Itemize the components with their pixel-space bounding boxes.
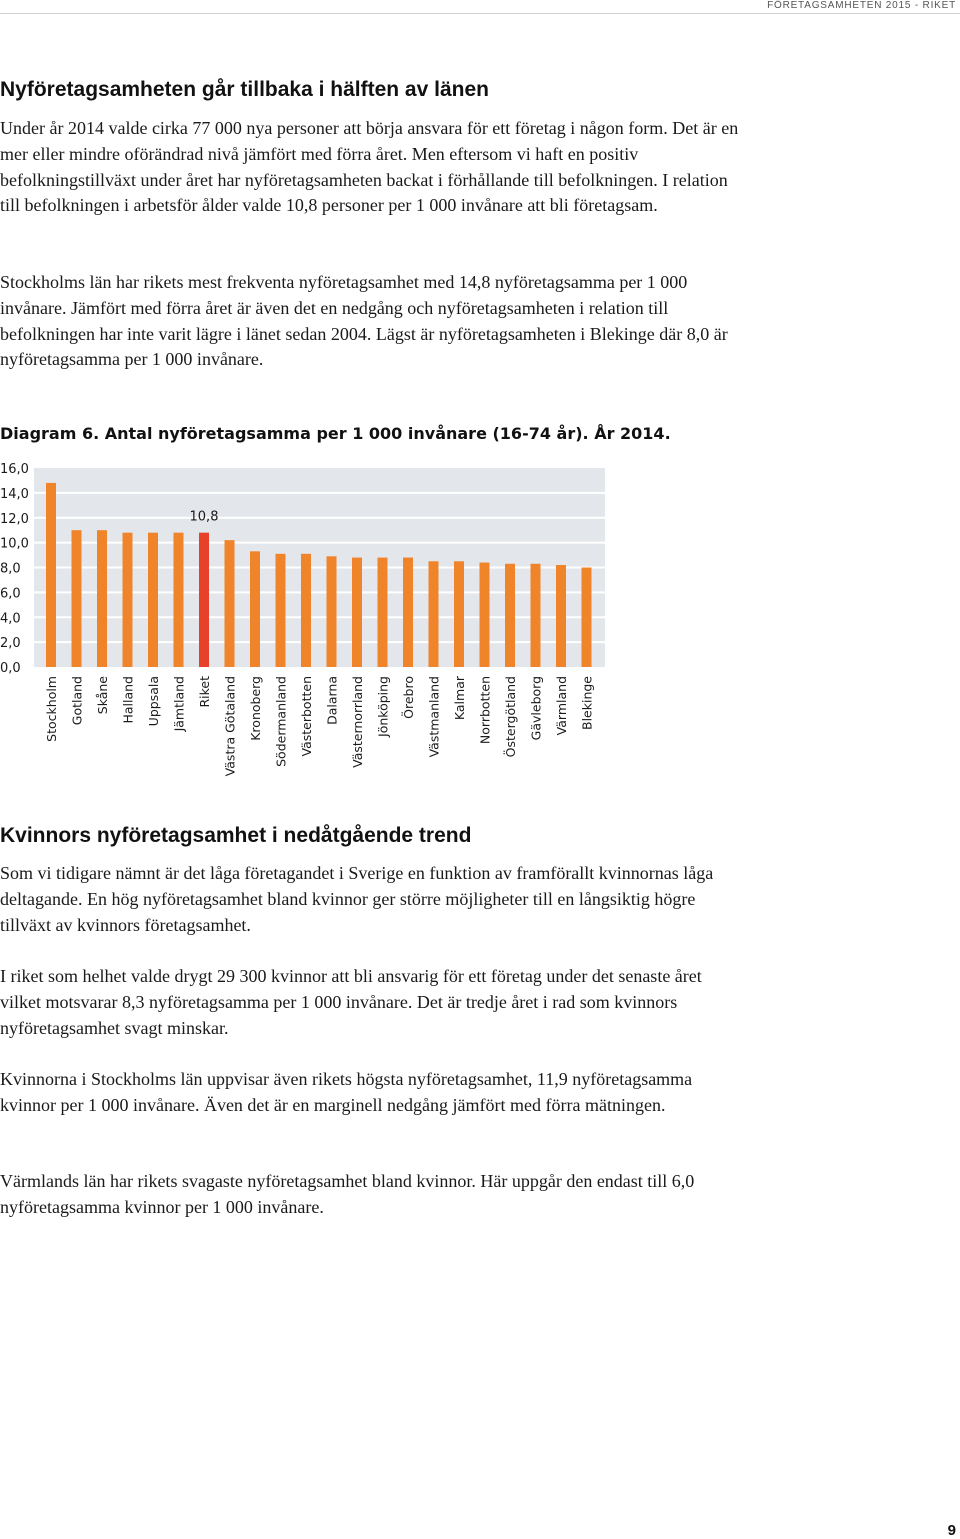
y-tick-label: 4,0 [0, 611, 21, 627]
bar-norrbotten [480, 563, 490, 667]
x-tick-label: Riket [197, 676, 212, 708]
x-tick-label: Skåne [95, 676, 110, 715]
section-heading: Nyföretagsamheten går tillbaka i hälften av länen [0, 78, 489, 101]
diagram-title: Diagram 6. Antal nyföretagsamma per 1 000 invånare (16-74 år). År 2014. [0, 424, 671, 443]
x-tick-label: Kalmar [452, 676, 467, 721]
bar-värmland [556, 565, 566, 667]
bar-södermanland [276, 554, 286, 667]
x-tick-label: Halland [120, 676, 136, 724]
bar-kalmar [454, 561, 464, 667]
y-tick-label: 14,0 [0, 486, 29, 502]
x-tick-label: Kronoberg [248, 676, 263, 741]
body-paragraph: Som vi tidigare nämnt är det låga företagandet i Sverige en funktion av framförallt kvinnornas låga deltagande. En hög nyföretagsamhet bland kvinnor ger större möjligheter till en långsiktig högre tillväxt av kvinnors företagsamhet. [0, 863, 714, 935]
bar-halland [123, 533, 133, 667]
x-tick-label: Jönköping [375, 676, 391, 737]
bar-jönköping [378, 558, 388, 667]
y-tick-label: 2,0 [0, 636, 21, 652]
x-tick-label: Blekinge [579, 676, 595, 730]
value-label: 10,8 [189, 509, 219, 525]
x-tick-label: Jämtland [171, 676, 187, 732]
body-paragraph: Värmlands län har rikets svagaste nyföretagsamhet bland kvinnor. Här uppgår den endast till 6,0 nyföretagsamma kvinnor per 1 000 invånare. [0, 1171, 695, 1217]
bar-västerbotten [301, 554, 311, 667]
y-tick-label: 8,0 [0, 561, 21, 577]
x-tick-label: Dalarna [324, 676, 340, 725]
body-paragraph: Stockholms län har rikets mest frekventa nyföretagsamhet med 14,8 nyföretagsamma per 1 000 invånare. Jämfört med förra året är även det en nedgång och nyföretagsamheten i relation till befolkningen har inte varit lägre i länet sedan 2004. Lägst är nyföretagsamheten i Blekinge där 8,0 är nyföretagsamma per 1 000 invånare. [0, 272, 728, 370]
bar-gotland [72, 530, 82, 667]
y-tick-label: 10,0 [0, 536, 29, 552]
y-tick-label: 0,0 [0, 661, 21, 676]
x-tick-label: Stockholm [44, 676, 59, 742]
body-paragraph: Under år 2014 valde cirka 77 000 nya personer att börja ansvara för ett företag i någon form. Det är en mer eller mindre oförändrad nivå jämfört med förra året. Men eftersom vi haft en positiv befolkningstillväxt under året har nyföretagsamheten backat i förhållande till befolkningen. I relation till befolkningen i arbetsför ålder valde 10,8 personer per 1 000 invånare att bli företagsam. [0, 118, 739, 216]
x-tick-label: Västra Götaland [222, 676, 238, 777]
x-tick-label: Norrbotten [477, 676, 493, 745]
bar-chart [0, 455, 620, 785]
x-tick-label: Västernorrland [350, 676, 365, 768]
x-tick-label: Östergötland [503, 676, 518, 758]
bar-västra-götaland [225, 540, 235, 667]
bar-uppsala [148, 533, 158, 667]
y-tick-label: 6,0 [0, 586, 21, 602]
bar-kronoberg [250, 551, 260, 667]
x-tick-label: Uppsala [146, 676, 161, 727]
page-number: 9 [947, 1522, 956, 1539]
bar-blekinge [582, 568, 592, 668]
bar-dalarna [327, 556, 337, 667]
body-paragraph: I riket som helhet valde drygt 29 300 kvinnor att bli ansvarig för ett företag under det senaste året vilket motsvarar 8,3 nyföretagsamma per 1 000 invånare. Det är tredje året i rad som kvinnors nyföretagsamhet svagt minskar. [0, 966, 702, 1038]
bar-örebro [403, 558, 413, 667]
x-tick-label: Västerbotten [299, 676, 314, 757]
x-tick-label: Gotland [69, 676, 85, 726]
x-tick-label: Värmland [554, 676, 569, 736]
bar-skåne [97, 530, 107, 667]
x-tick-label: Örebro [401, 676, 416, 719]
y-axis-labels [0, 462, 29, 676]
bar-västernorrland [352, 558, 362, 667]
x-tick-label: Gävleborg [528, 676, 544, 741]
bar-västmanland [429, 561, 439, 667]
bar-jämtland [174, 533, 184, 667]
y-tick-label: 12,0 [0, 511, 29, 527]
y-tick-label: 16,0 [0, 462, 29, 477]
bar-östergötland [505, 564, 515, 667]
bar-gävleborg [531, 564, 541, 667]
body-paragraph: Kvinnorna i Stockholms län uppvisar även rikets högsta nyföretagsamhet, 11,9 nyföretagsamma kvinnor per 1 000 invånare. Även det är en marginell nedgång jämfört med förra mätningen. [0, 1069, 693, 1115]
x-tick-label: Södermanland [273, 676, 289, 767]
x-tick-label: Västmanland [426, 676, 442, 758]
bar-riket [199, 533, 209, 667]
bar-stockholm [46, 483, 56, 667]
x-axis-labels [44, 675, 595, 776]
section-heading-2: Kvinnors nyföretagsamhet i nedåtgående trend [0, 824, 472, 847]
running-header: FÖRETAGSAMHETEN 2015 - RIKET [0, 0, 960, 14]
